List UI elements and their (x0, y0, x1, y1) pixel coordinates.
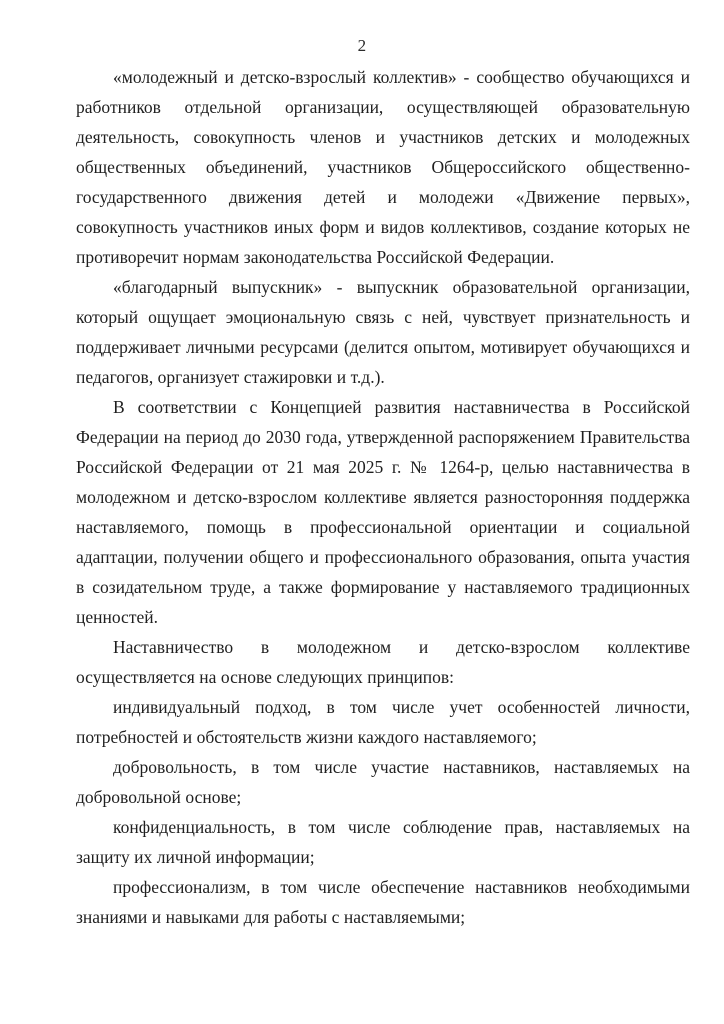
paragraph: индивидуальный подход, в том числе учет особенностей личности, потребностей и обстоятельств жизни каждого наставляемого; (76, 697, 690, 747)
paragraph: Наставничество в молодежном и детско-взрослом коллективе осуществляется на основе следующих принципов: (76, 637, 690, 687)
paragraph: добровольность, в том числе участие наставников, наставляемых на добровольной основе; (76, 757, 690, 807)
paragraph: профессионализм, в том числе обеспечение наставников необходимыми знаниями и навыками для работы с наставляемыми; (76, 877, 690, 927)
page-number: 2 (357, 36, 367, 55)
paragraph: В соответствии с Концепцией развития наставничества в Российской Федерации на период до 2030 года, утвержденной распоряжением Правительства Российской Федерации от 21 мая 2025 г. № 1264-р, целью наставничества в молодежном и детско-взрослом коллективе является разносторонняя поддержка наставляемого, помощь в профессиональной ориентации и социальной адаптации, получении общего и профессионального образования, опыта участия в созидательном труде, а также формирование у наставляемого традиционных ценностей. (76, 397, 690, 627)
document-body (76, 62, 690, 932)
paragraph: «молодежный и детско-взрослый коллектив» - сообщество обучающихся и работников отдельной организации, осуществляющей образовательную деятельность, совокупность членов и участников детских и молодежных общественных объединений, участников Общероссийского общественно-государственного движения детей и молодежи «Движение первых», совокупность участников иных форм и видов коллективов, создание которых не противоречит нормам законодательства Российской Федерации. (76, 67, 690, 267)
paragraph: конфиденциальность, в том числе соблюдение прав, наставляемых на защиту их личной информации; (76, 817, 690, 867)
paragraph: «благодарный выпускник» - выпускник образовательной организации, который ощущает эмоциональную связь с ней, чувствует признательность и поддерживает личными ресурсами (делится опытом, мотивирует обучающихся и педагогов, организует стажировки и т.д.). (76, 277, 690, 387)
